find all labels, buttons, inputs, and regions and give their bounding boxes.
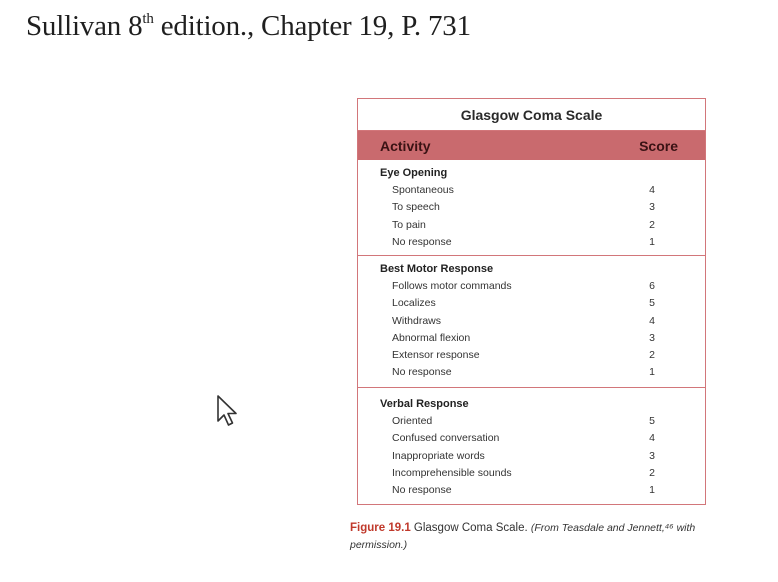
- row-label: Incomprehensible sounds: [392, 466, 512, 479]
- table-row: [380, 217, 657, 234]
- row-label: No response: [392, 366, 452, 379]
- figure-source: (From Teasdale and Jennett,⁴⁶ with permission.): [350, 522, 696, 551]
- glasgow-coma-scale-table: [357, 98, 706, 505]
- header-score: Score: [639, 138, 678, 154]
- title-superscript: th: [142, 11, 154, 27]
- row-label: Follows motor commands: [392, 280, 512, 292]
- row-label: Inappropriate words: [392, 449, 485, 462]
- table-row: [380, 278, 657, 295]
- table-row: [380, 313, 657, 330]
- table-row: [380, 482, 657, 499]
- table-row: [380, 347, 657, 364]
- row-score: 2: [649, 349, 655, 362]
- row-label: Confused conversation: [392, 432, 500, 445]
- row-score: 4: [649, 314, 655, 327]
- row-label: Spontaneous: [392, 184, 454, 196]
- row-label: Abnormal flexion: [392, 331, 471, 344]
- section-heading: Eye Opening: [380, 167, 448, 179]
- table-row: [380, 234, 657, 251]
- row-score: 1: [649, 235, 655, 248]
- row-label: Extensor response: [392, 349, 480, 362]
- row-score: 3: [649, 201, 655, 214]
- slide-title: [26, 10, 471, 43]
- row-label: No response: [392, 484, 452, 497]
- row-label: No response: [392, 235, 452, 248]
- table-row: [380, 199, 657, 216]
- row-label: Oriented: [392, 415, 433, 427]
- section-best-motor-response: [358, 255, 705, 387]
- row-score: 3: [649, 449, 655, 462]
- row-score: 4: [649, 184, 655, 196]
- title-prefix: Sullivan 8: [26, 10, 143, 42]
- row-score: 3: [649, 331, 655, 344]
- row-score: 1: [649, 366, 655, 379]
- figure-label: Figure 19.1: [350, 522, 411, 534]
- mouse-pointer-icon: [216, 394, 242, 435]
- row-score: 5: [649, 415, 655, 427]
- row-label: To pain: [392, 218, 426, 231]
- table-row: [380, 430, 657, 447]
- table-row: [380, 182, 657, 199]
- section-heading: Best Motor Response: [380, 263, 494, 275]
- table-header: [358, 131, 705, 160]
- title-suffix: edition., Chapter 19, P. 731: [153, 10, 471, 42]
- table-row: [380, 448, 657, 465]
- table-row: [380, 364, 657, 381]
- table-row: [380, 413, 657, 430]
- row-score: 2: [649, 466, 655, 479]
- row-score: 4: [649, 432, 655, 445]
- row-score: 1: [649, 484, 655, 497]
- section-verbal-response: [358, 387, 705, 499]
- row-label: To speech: [392, 201, 440, 214]
- figure-caption: [350, 520, 710, 554]
- table-row: [380, 295, 657, 312]
- table-row: [380, 465, 657, 482]
- row-score: 6: [649, 280, 655, 292]
- figure-caption-text: Glasgow Coma Scale.: [410, 522, 531, 534]
- row-label: Localizes: [392, 297, 436, 310]
- table-title: Glasgow Coma Scale: [358, 99, 705, 131]
- section-eye-opening: [358, 160, 705, 255]
- table-row: [380, 330, 657, 347]
- row-score: 2: [649, 218, 655, 231]
- row-label: Withdraws: [392, 314, 442, 327]
- section-heading: Verbal Response: [380, 398, 469, 410]
- row-score: 5: [649, 297, 655, 310]
- header-activity: Activity: [380, 138, 431, 154]
